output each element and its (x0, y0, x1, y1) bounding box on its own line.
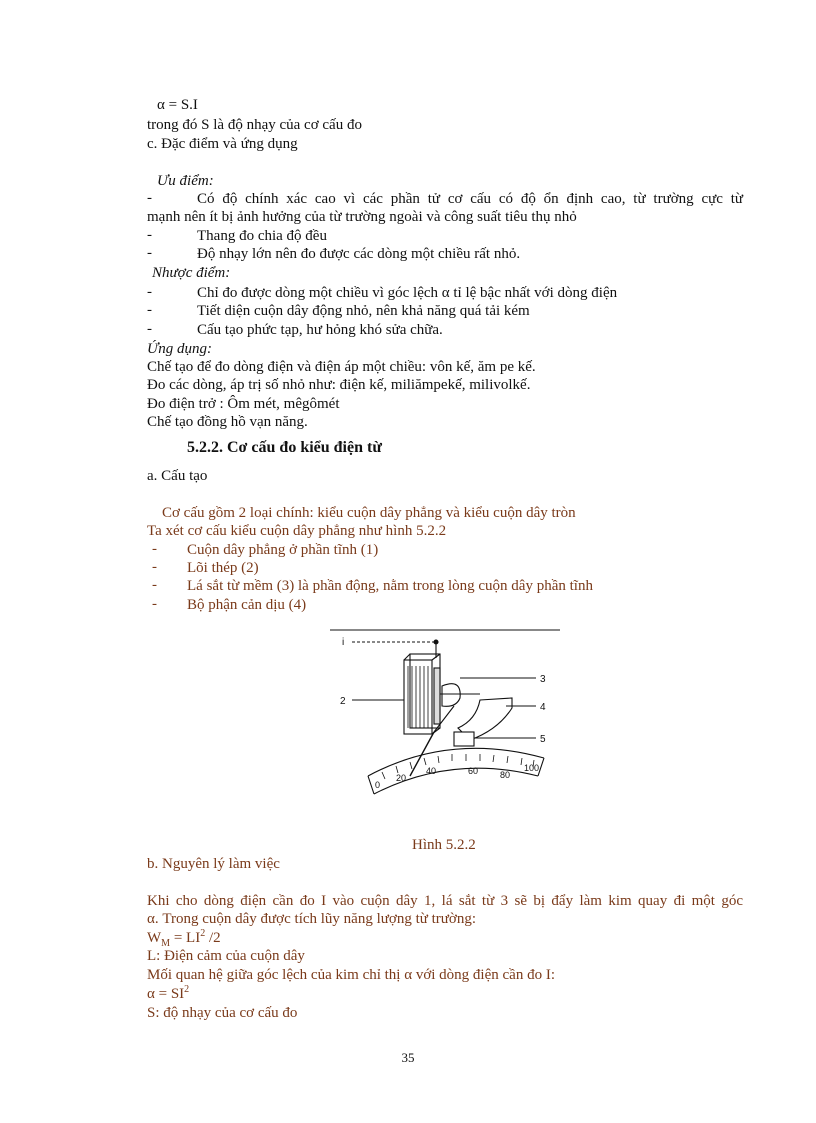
bullet-dash: - (147, 284, 152, 300)
figure-moving-iron-mechanism (330, 628, 562, 828)
subsection-b-heading: b. Nguyên lý làm việc (147, 856, 280, 872)
part-1: Cuộn dây phẳng ở phần tĩnh (1) (187, 542, 379, 558)
energy-formula (147, 929, 221, 947)
sensitivity-definition: S: độ nhạy của cơ cấu đo (147, 1005, 298, 1021)
working-principle-line-1: Khi cho dòng điện cần đo I vào cuộn dây 1, lá sắt từ 3 sẽ bị đẩy làm kim quay đi một góc (147, 893, 743, 909)
formula2-base: α = SI (147, 986, 185, 1002)
application-2: Đo các dòng, áp trị số nhỏ như: điện kế, miliămpekế, milivolkế. (147, 377, 531, 393)
bullet-dash: - (152, 596, 157, 612)
part-3: Lá sắt từ mềm (3) là phần động, nằm trong lòng cuộn dây phần tĩnh (187, 578, 593, 594)
s-definition: trong đó S là độ nhạy của cơ cấu đo (147, 117, 362, 133)
advantage-1-line-2: mạnh nên ít bị ảnh hưởng của từ trường ngoài và công suất tiêu thụ nhỏ (147, 209, 577, 225)
scale-tick-label: 0 (375, 780, 381, 790)
bullet-dash: - (152, 577, 157, 593)
advantage-3: Độ nhạy lớn nên đo được các dòng một chiều rất nhỏ. (197, 246, 521, 262)
energy-superscript: 2 (200, 928, 206, 939)
steel-core (434, 668, 440, 724)
disadvantage-2: Tiết diện cuộn dây động nhỏ, nên khả năng quá tải kém (197, 303, 530, 319)
formula-alpha-si2 (147, 985, 189, 1003)
callout-label-4: 4 (540, 702, 546, 713)
applications-heading: Ứng dụng: (147, 341, 213, 357)
advantage-2: Thang đo chia độ đều (197, 228, 327, 244)
bullet-dash: - (152, 559, 157, 575)
disadvantage-3: Cấu tạo phức tạp, hư hỏng khó sửa chữa. (197, 322, 443, 338)
intro-line-2: Ta xét cơ cấu kiểu cuộn dây phẳng như hình 5.2.2 (147, 523, 447, 539)
bullet-dash: - (152, 541, 157, 557)
disadvantage-1: Chỉ đo được dòng một chiều vì góc lệch α tỉ lệ bậc nhất với dòng điện (197, 285, 618, 301)
scale-tick-label: 80 (500, 770, 511, 780)
application-1: Chế tạo để đo dòng điện và điện áp một chiều: vôn kế, ăm pe kế. (147, 359, 536, 375)
part-2: Lõi thép (2) (187, 560, 259, 576)
energy-equals: = LI (170, 930, 201, 946)
working-principle-line-2: α. Trong cuộn dây được tích lũy năng lượng từ trường: (147, 911, 477, 927)
application-3: Đo điện trở : Ôm mét, mêgômét (147, 396, 340, 412)
formula2-superscript: 2 (184, 984, 190, 995)
bullet-dash: - (147, 302, 152, 318)
advantage-1-line-1: Có độ chính xác cao vì các phần tử cơ cấu có độ ổn định cao, từ trường cực từ (197, 191, 743, 207)
callout-label-5: 5 (540, 734, 546, 745)
scale-tick-label: 40 (426, 766, 437, 776)
formula-alpha-si: α = S.I (157, 97, 198, 113)
scale-tick-label: 60 (468, 766, 479, 776)
current-label: i (342, 637, 345, 648)
damper-vane (454, 732, 474, 746)
section-522-heading: 5.2.2. Cơ cấu đo kiểu điện từ (187, 439, 382, 456)
moving-iron-vane (442, 684, 460, 707)
bullet-dash: - (147, 245, 152, 261)
advantages-heading: Ưu điểm: (157, 173, 214, 189)
page-number: 35 (401, 1050, 415, 1065)
scale-tick-label: 100 (524, 763, 540, 773)
application-4: Chế tạo đồng hồ vạn năng. (147, 414, 308, 430)
inductance-definition: L: Điện cảm của cuộn dây (147, 948, 305, 964)
intro-line-1: Cơ cấu gồm 2 loại chính: kiểu cuộn dây phẳng và kiểu cuộn dây tròn (162, 505, 576, 521)
part-4: Bộ phận cản dịu (4) (187, 597, 307, 613)
bullet-dash: - (147, 321, 152, 337)
section-c-heading: c. Đặc điểm và ứng dụng (147, 136, 298, 152)
bullet-dash: - (147, 227, 152, 243)
callout-label-2: 2 (340, 696, 346, 707)
energy-divisor: /2 (205, 930, 221, 946)
scale-tick-label: 20 (396, 773, 407, 783)
bullet-dash: - (147, 190, 152, 206)
disadvantages-heading: Nhược điểm: (152, 265, 231, 281)
energy-subscript: M (161, 938, 171, 949)
relation-statement: Mối quan hệ giữa góc lệch của kim chỉ thị α với dòng điện cần đo I: (147, 967, 555, 983)
lead-terminal (434, 640, 438, 644)
subsection-a-heading: a. Cấu tạo (147, 468, 208, 484)
callout-label-3: 3 (540, 674, 546, 685)
figure-caption: Hình 5.2.2 (412, 837, 476, 853)
energy-symbol: W (147, 930, 162, 946)
